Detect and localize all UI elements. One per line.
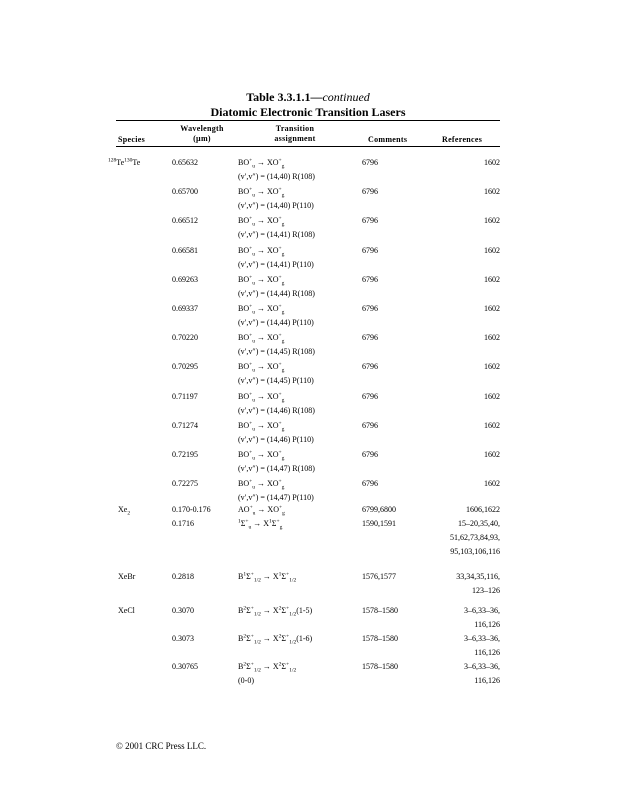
species-te-te: $^{128}$Te$^{130}$Te (108, 157, 141, 167)
transition-cell: $BO^+_u \to XO^+_g$ (238, 478, 285, 491)
header-bottom-rule (116, 146, 500, 147)
table-subtitle: Diatomic Electronic Transition Lasers (210, 105, 406, 119)
header-wavelength: Wavelength (µm) (180, 124, 224, 143)
references-cell: 116,126 (474, 648, 500, 657)
references-cell: 1602 (484, 216, 500, 226)
transition-cell: $BO^+_u \to XO^+_g$ (238, 420, 285, 433)
comments-cell: 1578–1580 (362, 634, 398, 643)
wavelength-cell: 0.3073 (172, 634, 194, 643)
transition-cell: $B^2\Sigma^+_{1/2} \to X^2\Sigma^+_{1/2}(1-6)$ (238, 633, 313, 646)
references-cell: 1606,1622 (466, 505, 500, 514)
header-transition: Transition assignment (274, 124, 316, 143)
continued-label: continued (322, 90, 370, 104)
copyright-footer: © 2001 CRC Press LLC. (116, 741, 207, 751)
transition-cell: $BO^+_u \to XO^+_g$ (238, 186, 285, 199)
comments-cell: 6799,6800 (362, 505, 396, 514)
species-xecl: XeCl (118, 606, 135, 615)
references-cell: 116,126 (474, 620, 500, 629)
wavelength-cell: 0.30765 (172, 662, 198, 671)
header-comments: Comments (368, 135, 408, 144)
wavelength-cell: 0.70220 (172, 333, 198, 343)
vibrational-levels-cell: (v′,v″) = (14,46) P(110) (238, 434, 314, 444)
vibrational-levels-cell: (0-0) (238, 676, 254, 685)
comments-cell: 6796 (362, 420, 378, 430)
references-cell: 1602 (484, 245, 500, 255)
transition-cell: $^1\Sigma^+_u \to X^1\Sigma^+_g$ (238, 518, 283, 531)
comments-cell: 6796 (362, 450, 378, 459)
wavelength-cell: 0.1716 (172, 519, 194, 528)
vibrational-levels-cell: (v′,v″) = (14,45) R(108) (238, 347, 315, 357)
references-cell: 3–6,33–36, (464, 606, 500, 615)
comments-cell: 6796 (362, 274, 378, 284)
comments-cell: 6796 (362, 245, 378, 255)
vibrational-levels-cell: (v′,v″) = (14,47) P(110) (238, 493, 314, 503)
references-cell: 1602 (484, 304, 500, 313)
wavelength-cell: 0.66581 (172, 245, 198, 255)
vibrational-levels-cell: (v′,v″) = (14,40) R(108) (238, 172, 315, 181)
transition-cell: $BO^+_u \to XO^+_g$ (238, 244, 285, 258)
comments-cell: 6796 (362, 391, 378, 401)
transition-cell: $B^2\Sigma^+_{1/2} \to X^2\Sigma^+_{1/2}$ (238, 661, 297, 674)
transition-cell: $BO^+_u \to XO^+_g$ (238, 332, 285, 345)
transition-cell: $BO^+_u \to XO^+_g$ (238, 157, 285, 170)
transition-cell: $BO^+_u \to XO^+_g$ (238, 274, 285, 287)
references-cell: 15–20,35,40, (458, 519, 500, 528)
transition-cell: $BO^+_u \to XO^+_g$ (238, 449, 285, 462)
wavelength-cell: 0.71274 (172, 420, 198, 430)
wavelength-cell: 0.69263 (172, 274, 198, 284)
vibrational-levels-cell: (v′,v″) = (14,41) P(110) (238, 259, 314, 269)
wavelength-cell: 0.71197 (172, 391, 198, 401)
comments-cell: 1578–1580 (362, 606, 398, 615)
wavelength-cell: 0.65700 (172, 187, 198, 197)
references-cell: 1602 (484, 391, 500, 401)
vibrational-levels-cell: (v′,v″) = (14,45) P(110) (238, 376, 314, 386)
references-cell: 1602 (484, 274, 500, 284)
wavelength-cell: 0.70295 (172, 362, 198, 372)
references-cell: 3–6,33–36, (464, 634, 500, 643)
references-cell: 123–126 (472, 586, 500, 595)
references-cell: 1602 (484, 187, 500, 197)
wavelength-cell: 0.66512 (172, 216, 198, 226)
transition-cell: $BO^+_u \to XO^+_g$ (238, 361, 285, 374)
references-cell: 116,126 (474, 676, 500, 685)
references-cell: 1602 (484, 333, 500, 343)
vibrational-levels-cell: (v′,v″) = (14,40) P(110) (238, 201, 314, 211)
references-cell: 51,62,73,84,93, (450, 533, 500, 542)
vibrational-levels-cell: (v′,v″) = (14,47) R(108) (238, 464, 315, 473)
species-xe2: $Xe_2$ (118, 505, 131, 517)
references-cell: 95,103,106,116 (450, 547, 500, 556)
vibrational-levels-cell: (v′,v″) = (14,46) R(108) (238, 405, 315, 415)
wavelength-cell: 0.69337 (172, 304, 198, 313)
references-cell: 1602 (484, 479, 500, 489)
wavelength-cell: 0.2818 (172, 572, 194, 581)
wavelength-cell: 0.170-0.176 (172, 505, 211, 514)
transition-cell: $BO^+_u \to XO^+_g$ (238, 303, 285, 316)
table-title (116, 90, 500, 104)
references-cell: 1602 (484, 450, 500, 459)
vibrational-levels-cell: (v′,v″) = (14,44) R(108) (238, 288, 315, 298)
references-cell: 1602 (484, 158, 500, 167)
header-species: Species (118, 135, 145, 144)
comments-cell: 1576,1577 (362, 572, 396, 581)
header-references: References (442, 135, 483, 144)
comments-cell: 6796 (362, 158, 378, 167)
transition-cell: $BO^+_u \to XO^+_g$ (238, 215, 285, 228)
transition-cell: $BO^+_u \to XO^+_g$ (238, 390, 285, 404)
wavelength-cell: 0.72195 (172, 450, 198, 459)
comments-cell: 6796 (362, 479, 378, 489)
comments-cell: 6796 (362, 333, 378, 343)
comments-cell: 1578–1580 (362, 662, 398, 671)
transition-cell: $AO^+_u \to XO^+_g$ (238, 504, 285, 517)
transition-cell: $B^2\Sigma^+_{1/2} \to X^2\Sigma^+_{1/2}(1-5)$ (238, 605, 313, 618)
header-top-rule (116, 120, 500, 121)
vibrational-levels-cell: (v′,v″) = (14,44) P(110) (238, 318, 314, 327)
references-cell: 33,34,35,116, (456, 572, 500, 581)
comments-cell: 6796 (362, 304, 378, 313)
species-xebr: XeBr (118, 572, 136, 581)
table-title-block (116, 90, 500, 119)
references-cell: 3–6,33–36, (464, 662, 500, 671)
transition-cell: $B^1\Sigma^+_{1/2} \to X^1\Sigma^+_{1/2}$ (238, 571, 297, 584)
wavelength-cell: 0.65632 (172, 158, 198, 167)
references-cell: 1602 (484, 420, 500, 430)
comments-cell: 1590,1591 (362, 519, 396, 528)
wavelength-cell: 0.72275 (172, 479, 198, 489)
comments-cell: 6796 (362, 216, 378, 226)
vibrational-levels-cell: (v′,v″) = (14,41) R(108) (238, 230, 315, 240)
comments-cell: 6796 (362, 187, 378, 197)
comments-cell: 6796 (362, 362, 378, 372)
references-cell: 1602 (484, 362, 500, 372)
wavelength-cell: 0.3070 (172, 606, 194, 615)
table-number: Table 3.3.1.1— (246, 90, 323, 104)
